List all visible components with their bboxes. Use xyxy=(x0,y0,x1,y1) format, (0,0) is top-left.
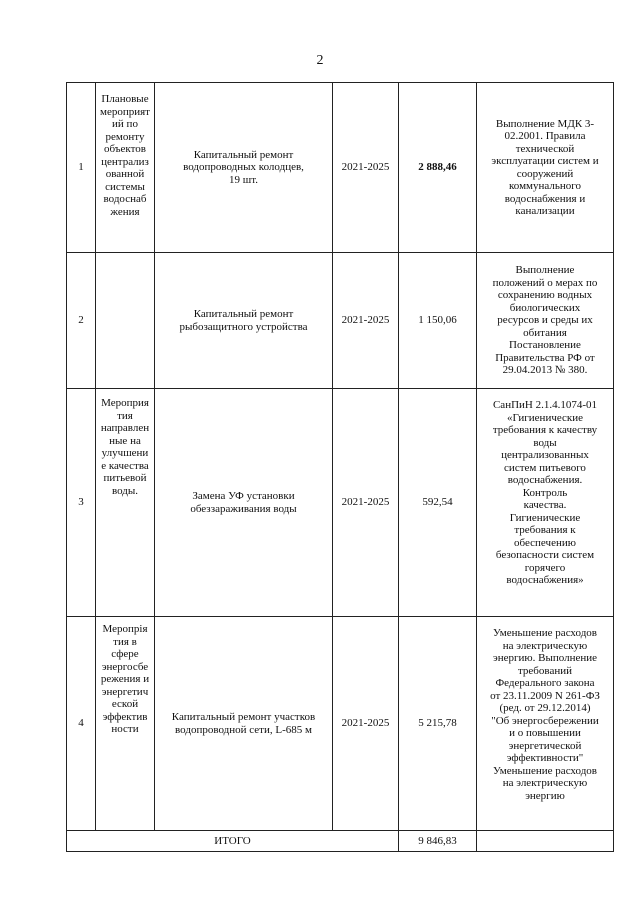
text-line: "Об энергосбережении xyxy=(491,714,599,727)
text-line: биологических xyxy=(509,301,581,314)
reason-cell xyxy=(477,617,614,831)
text-line: объектов xyxy=(104,143,146,155)
total-label: ИТОГО xyxy=(67,831,399,852)
text-line: сохранению водных xyxy=(497,289,593,302)
text-line: требования к xyxy=(514,524,576,536)
total-value: 9 846,83 xyxy=(399,831,477,852)
text-line: водоснабжения и xyxy=(504,192,586,205)
text-line: ресурсов и среды их xyxy=(497,314,593,327)
text-line: ий по xyxy=(112,118,138,130)
text-line: обитания xyxy=(523,326,567,339)
text-line: энергетич xyxy=(101,685,149,698)
text-line: воды xyxy=(533,436,557,449)
text-line: технической xyxy=(515,142,575,155)
total-row xyxy=(67,831,614,852)
period-cell: 2021-2025 xyxy=(333,617,399,831)
text-line: режения и xyxy=(100,673,150,685)
table-row xyxy=(67,253,614,389)
measure-cell xyxy=(155,83,333,253)
text-line: Уменьшение расходов xyxy=(492,627,597,639)
text-line: обеззараживания воды xyxy=(190,502,297,515)
text-line: на электрическую xyxy=(502,639,588,652)
text-line: водопроводной сети, L-685 м xyxy=(175,723,312,736)
text-line: Капитальный ремонт участков xyxy=(171,711,316,723)
text-line: безопасности систем xyxy=(495,549,595,561)
table-row xyxy=(67,389,614,617)
text-line: Меропрія xyxy=(102,623,148,635)
period-cell: 2021-2025 xyxy=(333,253,399,389)
text-line: Выполнение МДК 3- xyxy=(495,117,595,130)
measures-table xyxy=(66,82,614,852)
reason-cell xyxy=(477,389,614,617)
reason-cell xyxy=(477,253,614,389)
text-line: и о повышении xyxy=(509,727,581,739)
measure-cell xyxy=(155,389,333,617)
text-line: водопроводных колодцев, xyxy=(183,161,304,174)
text-line: сфере xyxy=(111,648,139,660)
text-line: энергию. Выполнение xyxy=(493,652,597,664)
text-line: канализации xyxy=(515,205,575,217)
text-line: систем питьевого xyxy=(504,461,586,474)
period-cell: 2021-2025 xyxy=(333,389,399,617)
text-line: воды. xyxy=(111,484,139,497)
text-line: питьевой xyxy=(103,472,147,484)
text-line: Замена УФ установки xyxy=(192,490,295,502)
cost-cell: 5 215,78 xyxy=(399,617,477,831)
text-line: 02.2001. Правила xyxy=(504,130,586,142)
text-line: горячего xyxy=(524,561,566,574)
text-line: ованной xyxy=(105,168,145,180)
text-line: Гигиенические xyxy=(509,511,581,524)
measure-cell xyxy=(155,253,333,389)
text-line: Выполнение xyxy=(515,264,575,277)
text-line: Постановление xyxy=(509,339,581,352)
text-line: улучшени xyxy=(101,447,149,459)
row-number: 4 xyxy=(67,617,96,831)
text-line: Уменьшение расходов xyxy=(492,764,597,777)
text-line: 19 шт. xyxy=(229,173,258,186)
measure-cell xyxy=(155,617,333,831)
text-line: ные на xyxy=(109,434,141,447)
page-number: 2 xyxy=(316,53,324,68)
row-number: 2 xyxy=(67,253,96,389)
text-line: жения xyxy=(110,205,140,218)
text-line: коммунального xyxy=(509,180,581,192)
table-row xyxy=(67,617,614,831)
text-line: водоснаб xyxy=(103,193,147,205)
cost-cell: 1 150,06 xyxy=(399,253,477,389)
text-line: эксплуатации систем и xyxy=(491,155,599,167)
goal-cell xyxy=(96,83,155,253)
text-line: Капитальный ремонт xyxy=(193,148,294,161)
text-line: Капитальный ремонт xyxy=(193,308,294,320)
table-row xyxy=(67,83,614,253)
text-line: централиз xyxy=(101,155,149,168)
text-line: ности xyxy=(111,723,139,735)
text-line: направлен xyxy=(100,422,150,434)
text-line: 29.04.2013 № 380. xyxy=(502,364,588,377)
text-line: энергетической xyxy=(508,739,582,752)
text-line: энергосбе xyxy=(101,660,149,673)
text-line: централизованных xyxy=(501,449,589,461)
text-line: сооружений xyxy=(516,167,574,180)
text-line: водоснабжения» xyxy=(506,574,584,586)
text-line: ремонту xyxy=(105,130,145,143)
row-number: 1 xyxy=(67,83,96,253)
text-line: Федерального закона xyxy=(495,677,595,689)
row-number: 3 xyxy=(67,389,96,617)
text-line: на электрическую xyxy=(502,777,588,789)
text-line: рыбозащитного устройства xyxy=(179,320,308,333)
text-line: требования к качеству xyxy=(492,424,598,436)
text-line: тия в xyxy=(113,635,137,648)
total-empty xyxy=(477,831,614,852)
text-line: тия xyxy=(117,409,133,422)
text-line: системы xyxy=(105,180,145,193)
text-line: Мероприя xyxy=(101,397,149,409)
text-line: энергию xyxy=(525,789,565,802)
period-cell: 2021-2025 xyxy=(333,83,399,253)
text-line: требований xyxy=(517,664,572,677)
text-line: обеспечению xyxy=(514,536,576,549)
text-line: е качества xyxy=(101,459,149,472)
text-line: положений о мерах по xyxy=(492,276,598,289)
text-line: мероприят xyxy=(100,105,150,118)
text-line: от 23.11.2009 N 261-ФЗ xyxy=(490,689,600,702)
text-line: эффектив xyxy=(102,710,148,723)
reason-cell xyxy=(477,83,614,253)
text-line: Контроль xyxy=(522,486,568,499)
text-line: водоснабжения. xyxy=(507,474,583,486)
text-line: качества. xyxy=(523,499,567,511)
text-line: СанПиН 2.1.4.1074-01 xyxy=(492,399,598,411)
text-line: Плановые xyxy=(101,93,149,105)
cost-cell: 2 888,46 xyxy=(399,83,477,253)
text-line: Правительства РФ от xyxy=(495,351,595,364)
text-line: «Гигиенические xyxy=(506,411,584,424)
goal-cell xyxy=(96,389,155,617)
text-line: эффективности" xyxy=(506,752,584,764)
cost-cell: 592,54 xyxy=(399,389,477,617)
goal-cell xyxy=(96,617,155,831)
text-line: (ред. от 29.12.2014) xyxy=(499,702,591,714)
text-line: еской xyxy=(111,698,139,710)
goal-cell xyxy=(96,253,155,389)
